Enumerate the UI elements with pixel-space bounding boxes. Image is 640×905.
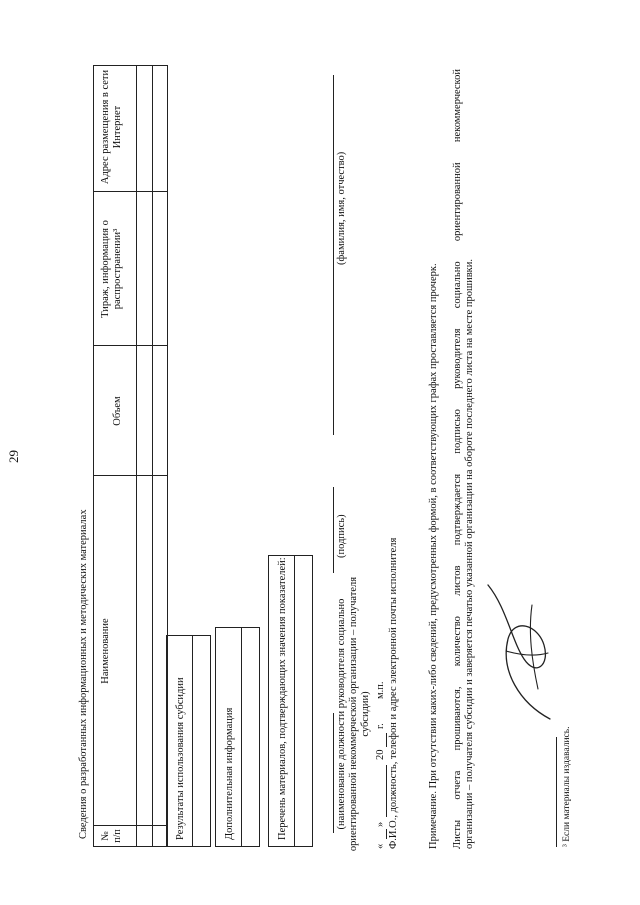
results-divider <box>192 636 193 846</box>
date-year-prefix: 20 <box>375 749 386 760</box>
signature-caption: (подпись) <box>336 514 347 558</box>
materials-table <box>93 65 168 847</box>
position-line <box>333 713 334 833</box>
note-binding-line1: Листы отчета прошиваются, количество листов подтверждается подписью руководителя социально ориентированной некоммерческой <box>452 69 463 849</box>
stamp-label: м.п. <box>375 681 386 699</box>
header-cell-number: № п/п <box>100 829 123 843</box>
additional-info-box <box>215 627 260 847</box>
header-cell-internet-address: Адрес размещения в сети Интернет <box>100 69 123 185</box>
date-day-line <box>386 829 387 839</box>
note-binding-line2: организации – получателя субсидии и заверяется печатью указанной организации на обороте последнего листа на месте прошивки. <box>464 259 475 849</box>
materials-section-title: Сведения о разработанных информационных и методических материалах <box>78 509 89 839</box>
page-number: 29 <box>6 450 21 463</box>
evidence-box <box>268 555 313 847</box>
additional-info-title: Дополнительная информация <box>224 707 235 840</box>
note-absence: Примечание. При отсутствии каких-либо сведений, предусмотренных формой, в соответствующих графах проставляется прочерк. <box>428 263 439 849</box>
results-title: Результаты использования субсидии <box>175 677 186 840</box>
date-quote-close: » <box>375 821 386 827</box>
signature-line <box>333 487 334 573</box>
evidence-title: Перечень материалов, подтверждающих значения показателей: <box>277 557 288 840</box>
table-row-divider <box>152 66 153 846</box>
table-row-divider <box>136 66 137 846</box>
name-caption: (фамилия, имя, отчество) <box>336 151 347 265</box>
header-cell-name: Наименование <box>100 618 111 684</box>
executor-caption: Ф.И.О., должность, телефон и адрес электронной почты исполнителя <box>388 537 399 849</box>
table-col-divider <box>94 191 167 192</box>
date-month-line <box>386 765 387 817</box>
table-col-divider <box>94 345 167 346</box>
header-cell-circulation: Тираж, информация о распространении³ <box>100 220 123 318</box>
position-caption: (наименование должности руководителя социально ориентированной некоммерческой организации – получателя субсидии) <box>336 576 371 852</box>
footnote-separator <box>556 737 557 847</box>
handwritten-signature <box>480 575 570 725</box>
footnote-text: ³ Если материалы издавались. <box>562 726 572 847</box>
date-quote-open: « <box>375 843 386 849</box>
header-cell-volume: Объем <box>112 396 123 426</box>
additional-divider <box>241 628 242 846</box>
date-year-suffix: г. <box>375 723 386 729</box>
name-line <box>333 75 334 435</box>
results-box <box>166 635 211 847</box>
evidence-divider <box>294 556 295 846</box>
date-year-line <box>386 733 387 747</box>
